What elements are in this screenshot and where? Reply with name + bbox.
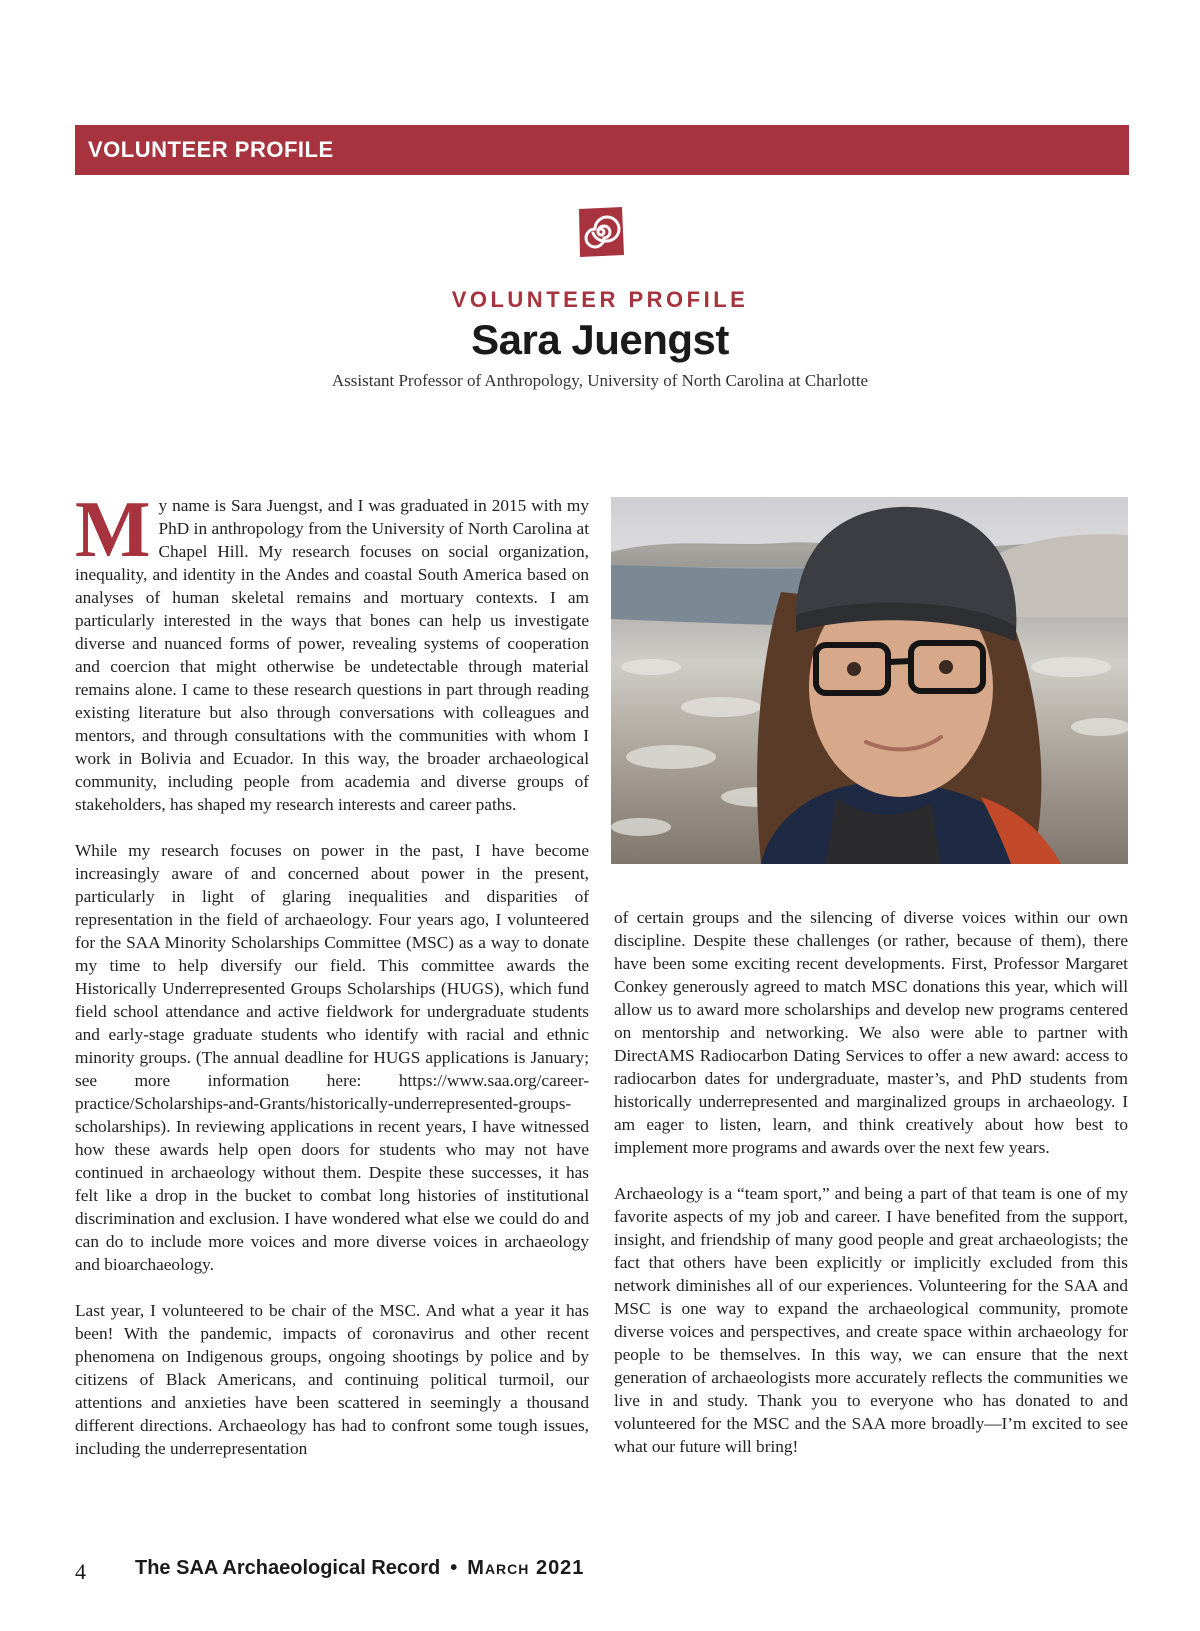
article-column-right xyxy=(614,906,1128,1458)
paragraph-5: Archaeology is a “team sport,” and being a part of that team is one of my favorite aspects of my job and career. I have benefited from the support, insight, and friendship of many good people and great archaeologists; the fact that others have been explicitly or implicitly excluded from this network diminishes all of our experiences. Volunteering for the SAA and MSC is one way to expand the archaeological community, promote diverse voices and perspectives, and create space within archaeology for people to be themselves. In this way, we can ensure that the next generation of archaeologists more accurately reflects the communities we live in and study. Thank you to everyone who has donated to and volunteered for the MSC and the SAA more broadly—I’m excited to see what our future will bring! xyxy=(614,1184,1128,1456)
paragraph-3: Last year, I volunteered to be chair of the MSC. And what a year it has been! With the pandemic, impacts of coronavirus and other recent phenomena on Indigenous groups, ongoing shootings by police and by citizens of Black Americans, and continuing political turmoil, our attentions and anxieties have been scattered in seemingly a thousand different directions. Archaeology has had to confront some tough issues, including the underrepresentation xyxy=(75,1301,589,1458)
portrait-photo xyxy=(611,497,1128,864)
paragraph-2: While my research focuses on power in the past, I have become increasingly aware of and concerned about power in the present, particularly in light of glaring inequalities and disparities of representation in the field of archaeology. Four years ago, I volunteered for the SAA Minority Scholarships Committee (MSC) as a way to donate my time to help diversify our field. This committee awards the Historically Underrepresented Groups Scholarships (HUGS), which fund field school attendance and active fieldwork for undergraduate students and early-stage graduate students who identify with racial and ethnic minority groups. (The annual deadline for HUGS applications is January; see more information here: https://www.saa.org/career-practice/Scholarships-and-Grants/historically-underrepresented-groups-scholarships). In reviewing applications in recent years, I have witnessed how these awards help open doors for students who may not have continued in archaeology without them. Despite these successes, it has felt like a drop in the bucket to combat long histories of institutional discrimination and exclusion. I have wondered what else we could do and can do to include more voices and more diverse voices in archaeology and bioarchaeology. xyxy=(75,841,589,1274)
banner-label: VOLUNTEER PROFILE xyxy=(88,137,334,162)
article-column-left xyxy=(75,486,589,1460)
page-number: 4 xyxy=(75,1559,86,1584)
publication-line xyxy=(135,1557,584,1580)
paragraph-1-text: y name is Sara Juengst, and I was graduated in 2015 with my PhD in anthropology from the University of North Carolina at Chapel Hill. My research focuses on social organization, inequality, and identity in the Andes and coastal South America based on analyses of human skeletal remains and mortuary contexts. I am particularly interested in the ways that bones can help us investigate diverse and nuanced forms of power, revealing systems of cooperation and coercion that might otherwise be undetectable through material remains alone. I came to these research questions in part through reading existing literature but also through conversations with colleagues and mentors, and through consultations with the communities with whom I work in Bolivia and Ecuador. In this way, the broader archaeological community, including people from academia and diverse groups of stakeholders, has shaped my research interests and career paths. xyxy=(75,496,589,814)
publication-title: The SAA Archaeological Record xyxy=(135,1557,441,1579)
paragraph-4: of certain groups and the silencing of diverse voices within our own discipline. Despite these challenges (or rather, because of them), there have been some exciting recent developments. First, Professor Margaret Conkey generously agreed to match MSC donations this year, which will allow us to award more scholarships and develop new programs centered on mentorship and networking. We also were able to partner with DirectAMS Radiocarbon Dating Services to offer a new award: access to radiocarbon dates for undergraduate, master’s, and PhD students from historically underrepresented and marginalized groups in archaeology. I am eager to listen, learn, and think creatively about how best to implement more programs and awards over the next few years. xyxy=(614,908,1128,1157)
profile-name: Sara Juengst xyxy=(471,316,729,363)
profile-affiliation: Assistant Professor of Anthropology, University of North Carolina at Charlotte xyxy=(331,371,869,390)
spiral-logo-icon xyxy=(576,205,626,259)
section-banner xyxy=(75,125,1129,175)
profile-kicker: VOLUNTEER PROFILE xyxy=(451,287,749,312)
drop-cap: M xyxy=(75,486,151,574)
paragraph-1 xyxy=(75,486,589,816)
issue-date: March 2021 xyxy=(467,1557,585,1579)
footer-separator: • xyxy=(450,1557,458,1579)
